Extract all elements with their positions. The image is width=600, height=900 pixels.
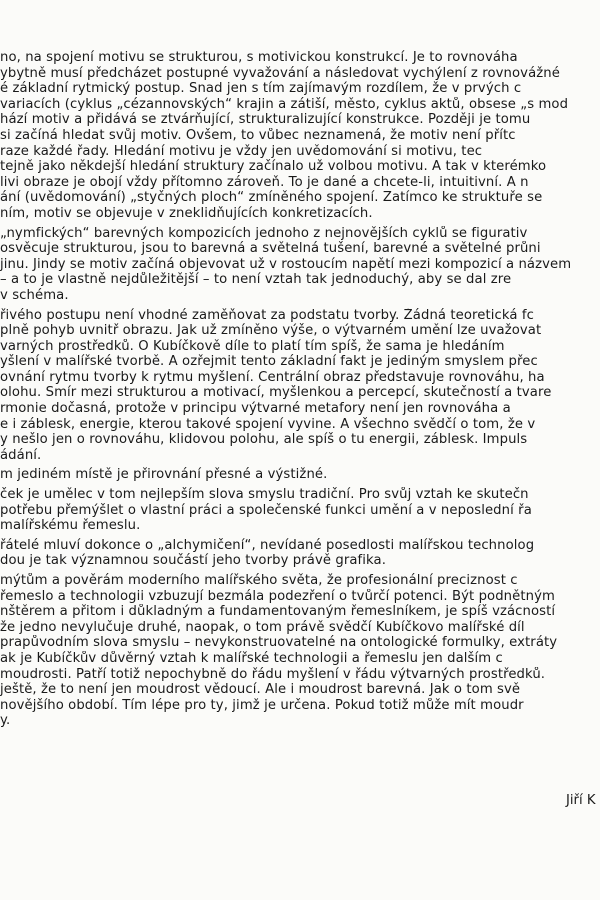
text-line: ádání. [0,447,42,463]
paragraph [0,487,600,534]
text-line: mýtům a pověrám moderního malířského světa, že profesionální preciznost c [0,573,518,588]
text-line: prapůvodním slova smyslu – nevykonstruovatelné na ontologické formulky, extráty [0,635,558,651]
text-line: si začíná hledat svůj motiv. Ovšem, to vůbec neznamená, že motiv není přítc [0,127,516,143]
text-line: ním, motiv se objevuje v zneklidňujících konkretizacích. [0,205,373,221]
text-line: že jedno nevylučuje druhé, naopak, o tom právě svědčí Kubíčkovo malířské díl [0,619,525,635]
text-line: v schéma. [0,287,69,303]
text-line: livi obraze je obojí vždy přítomno zároveň. To je dané a chcete-li, intuitivní. A n [0,174,529,190]
text-line: ak je Kubíčkův důvěrný vztah k malířské technologii a řemeslu jen dalším c [0,650,503,666]
text-line: e i záblesk, energie, kterou takové spojení vyvine. A všechno svědčí o tom, že v [0,416,536,432]
text-line: jinu. Jindy se motiv začíná objevovat už v rostoucím napětí mezi kompozicí a názvem [0,256,572,272]
paragraph [0,538,600,569]
text-line: é základní rytmický postup. Snad jen s tím zajímavým rozdílem, že v prvých c [0,81,522,97]
text-line: olohu. Smír mezi strukturou a motivací, myšlenkou a percepcí, skutečností a tvare [0,385,552,401]
text-line: plně pohyb uvnitř obrazu. Jak už zmíněno výše, o výtvarném umění lze uvažovat [0,323,542,339]
text-line: nštěrem a přitom i důkladným a fundamentovaným řemeslníkem, je spíš vzácností [0,604,556,620]
paragraph [0,50,600,222]
text-line: řátelé mluví dokonce o „alchymičení“, nevídané posedlosti malířskou technolog [0,537,535,553]
paragraph [0,467,600,483]
text-line: malířskému řemeslu. [0,518,141,534]
text-line: y nešlo jen o rovnováhu, klidovou polohu, ale spíš o tu energii, záblesk. Impuls [0,432,528,448]
text-line: m jediném místě je přirovnání přesné a výstižné. [0,467,328,483]
text-line: potřebu přemýšlet o vlastní práci a společenské funkci umění a v neposlední řa [0,502,532,518]
text-line: ání (uvědomování) „styčných ploch“ zmíněného spojení. Zatímco ke struktuře se [0,190,543,206]
text-line: varných prostředků. O Kubíčkově díle to platí tím spíš, že sama je hledáním [0,338,505,354]
text-line: moudrosti. Patří totiž nepochybně do řádu myšlení v řádu výtvarných prostředků. [0,666,546,682]
author-signature: Jiří K [566,793,596,808]
paragraph [0,308,600,464]
text-line: tejně jako někdejší hledání struktury začínalo už volbou motivu. A tak v kterémko [0,159,547,175]
text-line: ybytně musí předcházet postupné vyvažování a následovat vychýlení z rovnovážné [0,65,560,81]
text-line: – a to je vlastně nejdůležitější – to není vztah tak jednoduchý, aby se dal zre [0,272,512,288]
text-line: osvěcuje strukturou, jsou to barevná a světelná tušení, barevné a světelné průni [0,241,541,257]
paragraph [0,226,600,304]
text-line: yšlení v malířské tvorbě. A ozřejmit tento základní fakt je jediným smyslem přec [0,354,538,370]
text-line: ovnání rytmu tvorby k rytmu myšlení. Centrální obraz představuje rovnováhu, ha [0,369,545,385]
text-line: variacích (cyklus „cézannovských“ krajin a zátiší, město, cyklus aktů, obsese „s mod [0,96,569,112]
essay-text [0,50,600,729]
text-line: novějšího období. Tím lépe pro ty, jimž je určena. Pokud totiž může mít moudr [0,697,524,713]
text-line: rmonie dočasná, protože v principu výtvarné metafory není jen rovnováha a [0,401,511,417]
paragraph [0,573,600,729]
text-line: raze každé řady. Hledání motivu je vždy jen uvědomování si motivu, tec [0,143,483,159]
text-line: no, na spojení motivu se strukturou, s motivickou konstrukcí. Je to rovnováha [0,50,518,65]
text-line: y. [0,713,11,729]
text-line: ještě, že to není jen moudrost vědoucí. Ale i moudrost barevná. Jak o tom svě [0,682,521,698]
text-line: řivého postupu není vhodné zaměňovat za podstatu tvorby. Žádná teoretická fc [0,307,534,323]
text-line: ček je umělec v tom nejlepším slova smyslu tradiční. Pro svůj vztah ke skutečn [0,487,529,503]
text-line: hází motiv a přidává se ztvárňující, strukturalizující konstrukce. Později je tomu [0,112,531,128]
text-line: řemeslo a technologii vzbuzují bezmála podezření o tvůrčí potenci. Být podnětným [0,588,555,604]
text-line: dou je tak významnou součástí jeho tvorby právě grafika. [0,553,387,569]
text-line: „nymfických“ barevných kompozicích jednoho z nejnovějších cyklů se figurativ [0,225,528,241]
